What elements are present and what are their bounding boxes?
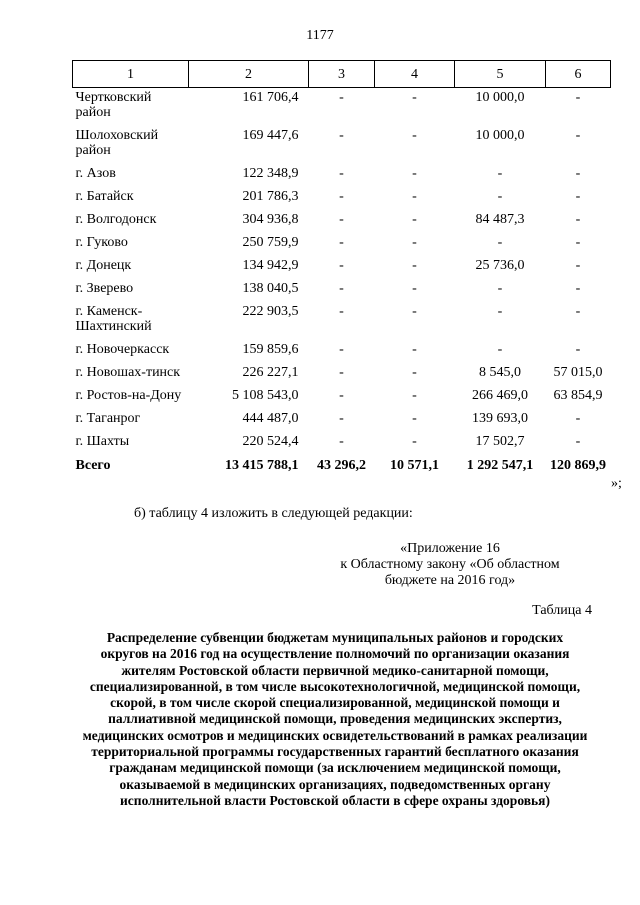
district-name-cell: Чертковский район <box>75 90 152 120</box>
table-row <box>73 88 611 127</box>
table-row <box>73 164 611 187</box>
district-name-cell: Шолоховский район <box>75 128 159 158</box>
value-cell: 161 706,4 <box>242 90 299 105</box>
value-cell: 10 000,0 <box>475 90 525 105</box>
total-value-cell: 120 869,9 <box>550 458 606 473</box>
table-row <box>73 302 611 340</box>
value-cell: - <box>575 166 581 181</box>
value-cell: - <box>497 189 503 204</box>
table-row <box>73 126 611 164</box>
value-cell: - <box>497 235 503 250</box>
page-number: 1177 <box>306 28 334 43</box>
district-name-cell: г. Новочеркасск <box>75 342 170 357</box>
value-cell: - <box>339 434 344 449</box>
value-cell: - <box>412 90 417 105</box>
value-cell: 8 545,0 <box>479 365 521 380</box>
value-cell: 139 693,0 <box>472 411 528 426</box>
value-cell: - <box>412 189 417 204</box>
value-cell: - <box>497 281 503 296</box>
district-name-cell: г. Ростов-на-Дону <box>75 388 182 403</box>
table-row <box>73 409 611 432</box>
value-cell: - <box>412 342 417 357</box>
total-row <box>73 455 611 473</box>
district-name-cell: г. Донецк <box>75 258 132 273</box>
value-cell: - <box>339 166 344 181</box>
value-cell: - <box>497 304 503 319</box>
value-cell: - <box>339 258 344 273</box>
value-cell: - <box>575 411 581 426</box>
value-cell: - <box>575 304 581 319</box>
column-header: 1 <box>73 61 189 88</box>
value-cell: - <box>575 258 581 273</box>
value-cell: 63 854,9 <box>553 388 603 403</box>
value-cell: - <box>412 258 417 273</box>
value-cell: - <box>575 281 581 296</box>
value-cell: - <box>412 212 417 227</box>
table-header-row <box>73 61 611 88</box>
district-name-cell: г. Волгодонск <box>75 212 157 227</box>
value-cell: - <box>339 365 344 380</box>
value-cell: 122 348,9 <box>242 166 299 181</box>
value-cell: - <box>339 212 344 227</box>
value-cell: 57 015,0 <box>553 365 603 380</box>
value-cell: 220 524,4 <box>242 434 299 449</box>
district-name-cell: г. Зверево <box>75 281 134 296</box>
column-header: 5 <box>455 61 546 88</box>
district-name-cell: г. Азов <box>75 166 116 181</box>
district-name-cell: г. Батайск <box>75 189 134 204</box>
total-value-cell: 10 571,1 <box>390 458 439 473</box>
table-row <box>73 187 611 210</box>
value-cell: - <box>497 342 503 357</box>
value-cell: - <box>575 342 581 357</box>
value-cell: - <box>412 128 417 143</box>
district-name-cell: г. Каменск-Шахтинский <box>75 304 152 334</box>
value-cell: - <box>412 281 417 296</box>
district-name-cell: г. Гуково <box>75 235 128 250</box>
column-header: 4 <box>375 61 455 88</box>
value-cell: 266 469,0 <box>472 388 528 403</box>
value-cell: 226 227,1 <box>242 365 299 380</box>
value-cell: 25 736,0 <box>475 258 525 273</box>
value-cell: - <box>412 166 417 181</box>
value-cell: - <box>575 128 581 143</box>
subvention-table <box>72 60 611 473</box>
value-cell: - <box>339 128 344 143</box>
value-cell: 222 903,5 <box>242 304 299 319</box>
table-row <box>73 432 611 455</box>
value-cell: - <box>339 342 344 357</box>
value-cell: - <box>339 189 344 204</box>
district-name-cell: г. Новошах-тинск <box>75 365 181 380</box>
value-cell: - <box>339 304 344 319</box>
value-cell: - <box>497 166 503 181</box>
value-cell: - <box>339 281 344 296</box>
value-cell: - <box>412 365 417 380</box>
value-cell: - <box>412 388 417 403</box>
value-cell: - <box>339 388 344 403</box>
appendix-reference <box>300 541 600 589</box>
total-value-cell: 1 292 547,1 <box>466 458 534 473</box>
appendix-line: «Приложение 16 <box>400 541 500 556</box>
value-cell: - <box>339 235 344 250</box>
total-label-cell: Всего <box>75 458 111 473</box>
appendix-line: бюджете на 2016 год» <box>384 573 516 588</box>
table-heading: Распределение субвенции бюджетам муниципальных районов и городских округов на 2016 год на осуществление полномочий по организации оказания жителям Ростовской области первичной медико-санитарной помощи, специализированной, в том числе высокотехнологичной, медицинской помощи, скорой, в том числе скорой специализированной, медицинской помощи и паллиативной медицинской помощи, проведения медицинских экспертиз, медицинских осмотров и медицинских освидетельствований в рамках реализации территориальной программы государственных гарантий бесплатного оказания гражданам медицинской помощи (за исключением медицинской помощи, оказываемой в медицинских организациях, подведомственных органу исполнительной власти Ростовской области в сфере охраны здоровья) <box>82 630 588 808</box>
table-row <box>73 363 611 386</box>
table-row <box>73 256 611 279</box>
value-cell: 444 487,0 <box>242 411 299 426</box>
table-closing-mark: »; <box>611 476 622 491</box>
table-row <box>73 279 611 302</box>
value-cell: - <box>575 235 581 250</box>
value-cell: 159 859,6 <box>242 342 299 357</box>
table-label: Таблица 4 <box>532 603 592 618</box>
value-cell: - <box>412 434 417 449</box>
value-cell: 138 040,5 <box>242 281 299 296</box>
column-header: 6 <box>546 61 611 88</box>
value-cell: 10 000,0 <box>475 128 525 143</box>
value-cell: - <box>412 411 417 426</box>
value-cell: - <box>412 304 417 319</box>
table-row <box>73 233 611 256</box>
value-cell: - <box>339 411 344 426</box>
total-value-cell: 43 296,2 <box>317 458 366 473</box>
district-name-cell: г. Шахты <box>75 434 130 449</box>
value-cell: - <box>575 434 581 449</box>
value-cell: 84 487,3 <box>475 212 525 227</box>
table-row <box>73 340 611 363</box>
table-row <box>73 210 611 233</box>
value-cell: - <box>575 212 581 227</box>
table-row <box>73 386 611 409</box>
value-cell: 134 942,9 <box>242 258 299 273</box>
total-value-cell: 13 415 788,1 <box>225 458 299 473</box>
value-cell: - <box>339 90 344 105</box>
column-header: 2 <box>189 61 309 88</box>
value-cell: 250 759,9 <box>242 235 299 250</box>
appendix-line: к Областному закону «Об областном <box>340 557 560 572</box>
value-cell: - <box>575 90 581 105</box>
value-cell: 5 108 543,0 <box>232 388 299 403</box>
value-cell: 201 786,3 <box>242 189 299 204</box>
value-cell: 304 936,8 <box>242 212 299 227</box>
value-cell: 169 447,6 <box>242 128 299 143</box>
value-cell: - <box>412 235 417 250</box>
column-header: 3 <box>309 61 375 88</box>
value-cell: - <box>575 189 581 204</box>
instruction-text: б) таблицу 4 изложить в следующей редакции: <box>134 506 413 521</box>
district-name-cell: г. Таганрог <box>75 411 141 426</box>
value-cell: 17 502,7 <box>475 434 525 449</box>
